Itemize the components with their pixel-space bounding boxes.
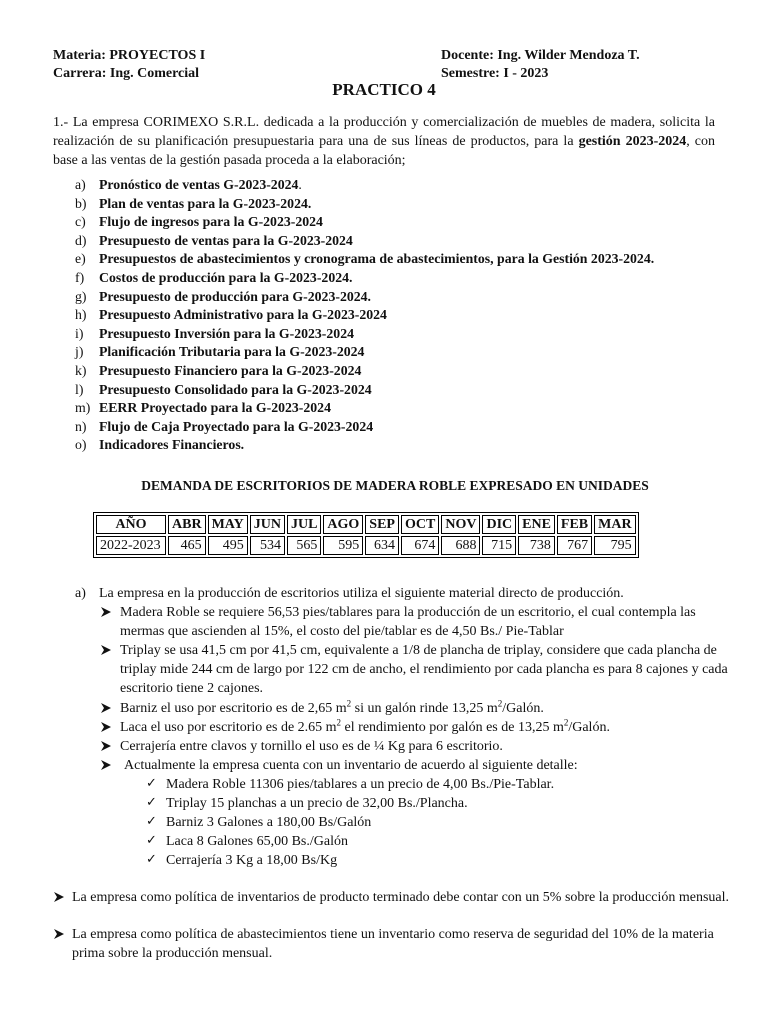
table-cell: 534 <box>250 536 285 555</box>
intro-text-1: 1.- La empresa CORIMEXO S.R.L. dedicada a la producción y comercialización de muebles de madera, solicita la realización de su planificación presupuestaria para una de sus líneas de productos, para la <box>53 115 715 149</box>
table-cell: 565 <box>287 536 321 555</box>
table-header-cell: MAR <box>594 515 635 534</box>
list-item-text: Indicadores Financieros. <box>99 437 245 453</box>
list-item-label: k) <box>75 362 87 378</box>
superscript: 2 <box>336 717 342 728</box>
career-label: Carrera: Ing. Comercial <box>53 66 200 81</box>
barniz-line <box>120 699 544 718</box>
table-header-row <box>96 515 636 534</box>
table-row <box>96 536 636 555</box>
list-item-label: b) <box>75 195 87 211</box>
list-item <box>75 325 654 344</box>
checkmark-icon: ✓ <box>146 832 157 847</box>
list-item-text: Presupuesto Consolidado para la G-2023-2024 <box>99 381 372 397</box>
table-cell: 795 <box>594 536 635 555</box>
list-item-label: g) <box>75 288 87 304</box>
checkmark-icon: ✓ <box>146 794 157 809</box>
madera-line-2: mermas que ascienden al 15%, el costo del pie/tablar es de 4,50 Bs./ Pie-Tablar <box>120 624 564 639</box>
list-item-text: Presupuesto Inversión para la G-2023-2024 <box>99 325 354 341</box>
superscript: 2 <box>563 717 569 728</box>
inventory-item: Cerrajería 3 Kg a 18,00 Bs/Kg <box>166 853 338 868</box>
table-header-cell: ENE <box>518 515 555 534</box>
list-item <box>75 418 654 437</box>
laca-text-c: /Galón. <box>568 720 610 735</box>
demand-table <box>93 512 639 558</box>
table-cell: 674 <box>401 536 439 555</box>
semester-label: Semestre: I - 2023 <box>441 66 549 81</box>
list-item <box>75 399 654 418</box>
policy-supply-line-1: La empresa como política de abastecimientos tiene un inventario como reserva de seguridad del 10% de la materia <box>72 927 714 942</box>
list-item <box>75 232 654 251</box>
list-item-label: i) <box>75 325 84 341</box>
list-item-text: EERR Proyectado para la G-2023-2024 <box>99 400 331 416</box>
table-cell: 688 <box>441 536 480 555</box>
list-item-text: Flujo de ingresos para la G-2023-2024 <box>99 214 323 230</box>
list-item <box>75 269 654 288</box>
list-item <box>75 176 654 195</box>
list-item-label: c) <box>75 214 86 230</box>
arrow-bullet-icon <box>54 892 64 902</box>
list-item-label: o) <box>75 437 87 453</box>
checkmark-icon: ✓ <box>146 775 157 790</box>
list-item-label: f) <box>75 269 85 285</box>
intro-paragraph <box>53 113 715 170</box>
superscript: 2 <box>346 698 352 709</box>
list-item-label: a) <box>75 177 86 192</box>
arrow-bullet-icon <box>101 741 111 751</box>
teacher-label: Docente: Ing. Wilder Mendoza T. <box>441 48 640 63</box>
table-header-cell: AÑO <box>96 515 166 534</box>
barniz-text-c: /Galón. <box>502 701 544 716</box>
triplay-line-2: triplay mide 244 cm de largo por 122 cm de ancho, el rendimiento por cada plancha es para 8 cajones y cada <box>120 662 728 677</box>
list-item-text: Presupuesto de producción para G-2023-2024. <box>99 288 371 304</box>
table-header-cell: DIC <box>482 515 516 534</box>
table-header-cell: SEP <box>365 515 399 534</box>
inventory-item: Laca 8 Galones 65,00 Bs./Galón <box>166 834 348 849</box>
table-title: DEMANDA DE ESCRITORIOS DE MADERA ROBLE EXPRESADO EN UNIDADES <box>141 478 649 493</box>
list-item-label: l) <box>75 381 84 397</box>
arrow-bullet-icon <box>101 703 111 713</box>
list-item-tail: . <box>298 177 302 192</box>
task-list <box>75 176 654 455</box>
list-item-label: j) <box>75 344 84 360</box>
table-header-cell: JUN <box>250 515 285 534</box>
table-cell: 595 <box>323 536 363 555</box>
table-cell: 495 <box>208 536 248 555</box>
table-cell: 634 <box>365 536 399 555</box>
inventory-item: Madera Roble 11306 pies/tablares a un precio de 4,00 Bs./Pie-Tablar. <box>166 777 555 792</box>
table-cell: 2022-2023 <box>96 536 166 555</box>
table-header-cell: NOV <box>441 515 480 534</box>
list-item <box>75 362 654 381</box>
inventario-line: Actualmente la empresa cuenta con un inventario de acuerdo al siguiente detalle: <box>124 758 578 773</box>
list-item-text: Presupuesto de ventas para la G-2023-2024 <box>99 232 353 248</box>
list-item <box>75 288 654 307</box>
superscript: 2 <box>497 698 503 709</box>
list-item-label: m) <box>75 400 91 416</box>
table-cell: 715 <box>482 536 516 555</box>
cerrajeria-line: Cerrajería entre clavos y tornillo el uso es de ¼ Kg para 6 escritorio. <box>120 739 503 754</box>
inventory-item: Barniz 3 Galones a 180,00 Bs/Galón <box>166 815 372 830</box>
table-cell: 465 <box>168 536 206 555</box>
barniz-text-a: Barniz el uso por escritorio es de 2,65 m <box>120 701 347 716</box>
list-item-label: n) <box>75 418 87 434</box>
table-header-cell: FEB <box>557 515 592 534</box>
list-item <box>75 195 654 214</box>
laca-text-b: el rendimiento por galón es de 13,25 m <box>341 720 564 735</box>
policy-supply-line-2: prima sobre la producción mensual. <box>72 946 273 961</box>
page-title: PRACTICO 4 <box>332 80 436 99</box>
list-item <box>75 306 654 325</box>
list-item <box>75 343 654 362</box>
table-header-cell: MAY <box>208 515 248 534</box>
list-item-label: e) <box>75 251 86 267</box>
table-header-cell: AGO <box>323 515 363 534</box>
barniz-text-b: si un galón rinde 13,25 m <box>351 701 498 716</box>
arrow-bullet-icon <box>54 929 64 939</box>
table-header-cell: OCT <box>401 515 439 534</box>
list-item-text: Flujo de Caja Proyectado para la G-2023-2024 <box>99 418 374 434</box>
materials-label: a) <box>75 586 86 601</box>
arrow-bullet-icon <box>101 722 111 732</box>
list-item <box>75 213 654 232</box>
list-item-text: Presupuesto Administrativo para la G-2023-2024 <box>99 307 387 323</box>
laca-line <box>120 718 610 737</box>
checkmark-icon: ✓ <box>146 813 157 828</box>
madera-line-1: Madera Roble se requiere 56,53 pies/tablares para la producción de un escritorio, el cual contempla las <box>120 605 696 620</box>
triplay-line-3: escritorio tiene 2 cajones. <box>120 681 264 696</box>
list-item <box>75 381 654 400</box>
list-item <box>75 250 654 269</box>
subject-label: Materia: PROYECTOS I <box>53 48 206 63</box>
table-header-cell: JUL <box>287 515 321 534</box>
inventory-item: Triplay 15 planchas a un precio de 32,00 Bs./Plancha. <box>166 796 468 811</box>
list-item-label: d) <box>75 232 87 248</box>
arrow-bullet-icon <box>101 645 111 655</box>
list-item-label: h) <box>75 307 87 323</box>
table-cell: 767 <box>557 536 592 555</box>
list-item-text: Presupuesto Financiero para la G-2023-2024 <box>99 362 362 378</box>
materials-intro: La empresa en la producción de escritorios utiliza el siguiente material directo de producción. <box>99 586 624 601</box>
table-header-cell: ABR <box>168 515 206 534</box>
list-item <box>75 436 654 455</box>
laca-text-a: Laca el uso por escritorio es de 2.65 m <box>120 720 337 735</box>
list-item-text: Planificación Tributaria para la G-2023-2024 <box>99 344 365 360</box>
list-item-text: Pronóstico de ventas G-2023-2024 <box>99 177 299 192</box>
table-cell: 738 <box>518 536 555 555</box>
intro-bold: gestión 2023-2024 <box>578 134 687 149</box>
list-item-text: Costos de producción para la G-2023-2024. <box>99 269 353 285</box>
arrow-bullet-icon <box>101 760 111 770</box>
list-item-text: Presupuestos de abastecimientos y cronograma de abastecimientos, para la Gestión 2023-2024. <box>99 251 655 267</box>
intro-text-2: , con base a las ventas de la gestión pasada proceda a la elaboración; <box>53 134 716 168</box>
arrow-bullet-icon <box>101 607 111 617</box>
policy-inventory: La empresa como política de inventarios de producto terminado debe contar con un 5% sobre la producción mensual. <box>72 890 730 905</box>
list-item-text: Plan de ventas para la G-2023-2024. <box>99 195 312 211</box>
checkmark-icon: ✓ <box>146 851 157 866</box>
triplay-line-1: Triplay se usa 41,5 cm por 41,5 cm, equivalente a 1/8 de plancha de triplay, considere que cada plancha de <box>120 643 717 658</box>
